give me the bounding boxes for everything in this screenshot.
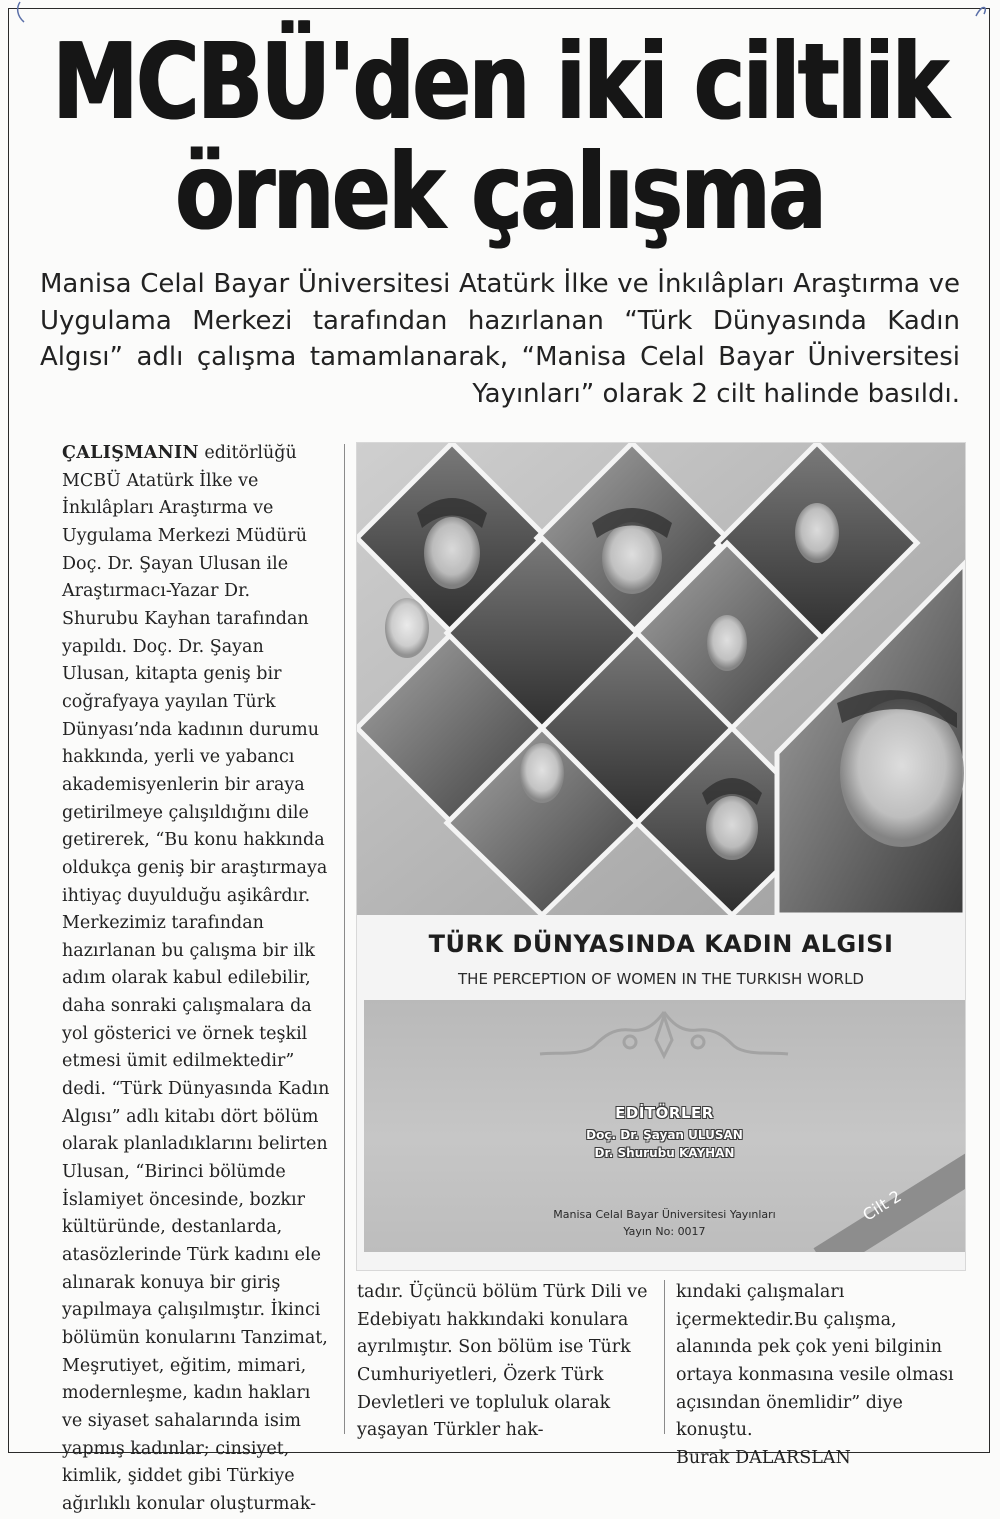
ornament-icon [534, 1006, 794, 1062]
headline-line-1: MCBÜ'den iki ciltlik [52, 21, 948, 144]
cover-title: TÜRK DÜNYASINDA KADIN ALGISI [428, 930, 894, 958]
column-rule [344, 444, 345, 1434]
headline-line-2: örnek çalışma [175, 131, 825, 254]
publication-number: Yayın No: 0017 [623, 1225, 706, 1238]
volume-label: Cilt 2 [859, 1186, 905, 1225]
lead-paragraph: Manisa Celal Bayar Üniversitesi Atatürk İlke ve İnkılâpları Araştırma ve Uygulama Merkezi tarafından hazırlanan “Türk Dünyasında Kadın Algısı” adlı çalışma tamamlanarak, “Manisa Celal Bayar Üniversitesi Yayınları” olarak 2 cilt halinde basıldı. [40, 269, 960, 409]
article-column-2: tadır. Üçüncü bölüm Türk Dili ve Edebiyatı hakkındaki konulara ayrılmıştır. Son bölüm ise Türk Cumhuriyetleri, Özerk Türk Devletleri ve topluluk olarak yaşayan Türkler hak- [357, 1282, 648, 1441]
editors-label: EDİTÖRLER [615, 1104, 714, 1122]
cover-photo-collage [357, 443, 965, 915]
article-column-1 [62, 440, 332, 1519]
column-1-text: editörlüğü MCBÜ Atatürk İlke ve İnkılâpları Araştırma ve Uygulama Merkezi Müdürü Doç. Dr. Şayan Ulusan ile Araştırmacı-Yazar Dr. Shurubu Kayhan tarafından yapıldı. Doç. Dr. Şayan Ulusan, kitapta geniş bir coğrafyaya yayılan Türk Dünyası’nda kadının durumu hakkında, yerli ve yabancı akademisyenlerin bir araya getirilmeye çalışıldığını dile getirerek, “Bu konu hakkında oldukça geniş bir araştırmaya ihtiyaç duyulduğu aşikârdır. Merkezimiz tarafından hazırlanan bu çalışma bir ilk adım olarak kabul edilebilir, daha sonraki çalışmalara da yol gösterici ve örnek teşkil etmesi ümit edilmektedir” dedi. “Türk Dünyasında Kadın Algısı” adlı kitabı dört bölüm olarak planladıklarını belirten Ulusan, “Birinci bölümde İslamiyet öncesinde, bozkır kültüründe, destanlarda, atasözlerinde Türk kadını ele alınarak konuya bir giriş yapılmaya çalışılmıştır. İkinci bölümün konularını Tanzimat, Meşrutiyet, eğitim, mimari, modernleşme, kadın hakları ve siyaset sahalarında isim yapmış kadınlar; cinsiyet, kimlik, şiddet gibi Türkiye ağırlıklı konular oluşturmak- [62, 443, 330, 1514]
lead-in-word: ÇALIŞMANIN [62, 443, 199, 463]
cover-subtitle: THE PERCEPTION OF WOMEN IN THE TURKISH WORLD [458, 970, 864, 988]
column-rule [664, 1280, 665, 1434]
editor-name-1: Doç. Dr. Şayan ULUSAN [586, 1128, 743, 1142]
article-column-3 [676, 1279, 974, 1473]
editor-name-2: Dr. Shurubu KAYHAN [594, 1146, 735, 1160]
book-cover-image [357, 443, 965, 1270]
byline: Burak DALARSLAN [676, 1447, 851, 1468]
publisher-name: Manisa Celal Bayar Üniversitesi Yayınları [553, 1208, 776, 1221]
cover-bottom-panel [364, 1000, 965, 1252]
scan-corner-mark-icon [972, 0, 992, 26]
scan-corner-mark-icon [14, 0, 34, 26]
column-3-text: kındaki çalışmaları içermektedir.Bu çalışma, alanında pek çok yeni bilginin ortaya konmasına vesile olması açısından önemlidir” diye konuştu. [676, 1282, 954, 1441]
